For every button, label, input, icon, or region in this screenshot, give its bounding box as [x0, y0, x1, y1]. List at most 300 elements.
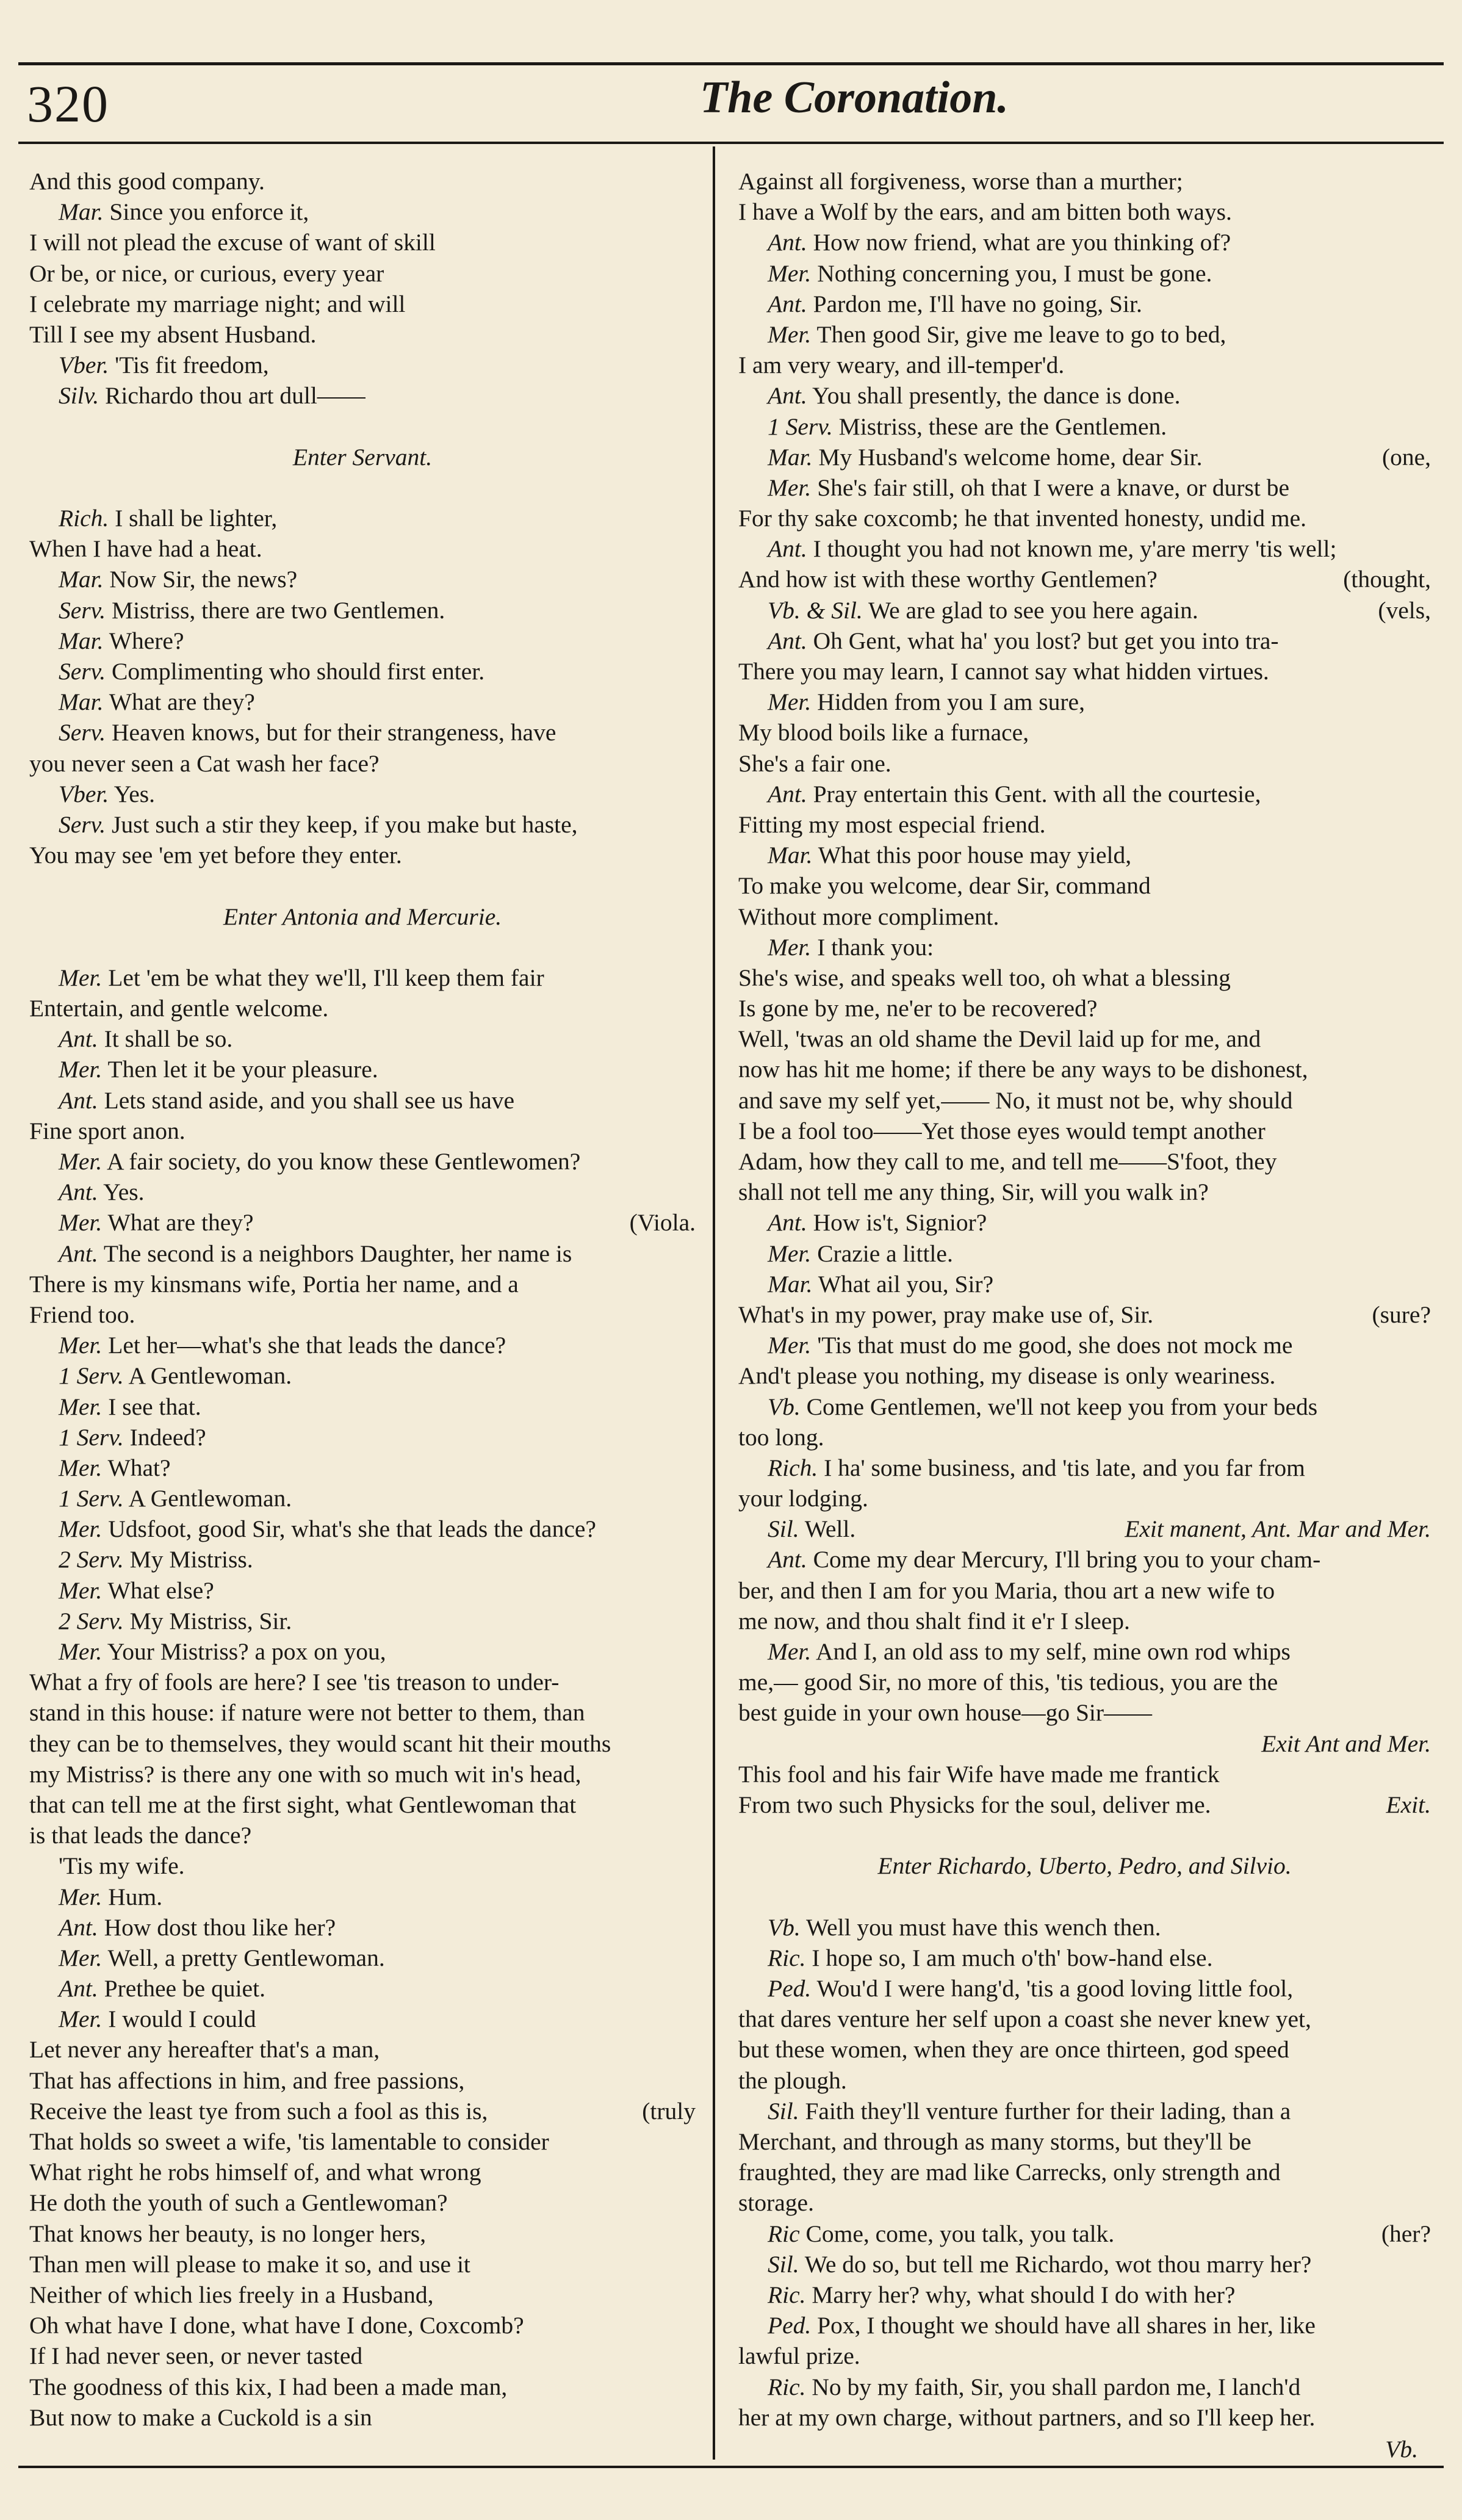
text-line	[29, 1177, 696, 1207]
line-text: but these women, when they are once thirteen, god speed	[738, 2036, 1289, 2063]
line-text: Wou'd I were hang'd, 'tis a good loving little fool,	[816, 1975, 1294, 2002]
text-line	[29, 2249, 696, 2280]
top-rule	[18, 62, 1444, 65]
text-line	[29, 1116, 696, 1146]
line-text: Faith they'll venture further for their lading, than a	[805, 2097, 1291, 2125]
text-line	[738, 319, 1431, 350]
margin-note: (thought,	[1343, 566, 1431, 593]
line-text: My blood boils like a furnace,	[738, 719, 1029, 746]
text-line	[29, 258, 696, 289]
line-text: I will not plead the excuse of want of skill	[29, 229, 436, 256]
line-text: Is gone by me, ne'er to be recovered?	[738, 995, 1098, 1022]
line-text: I thank you:	[817, 933, 934, 961]
left-column	[29, 166, 696, 2433]
speaker-name: Ant.	[59, 1025, 98, 1053]
line-text: Come, come, you talk, you talk.	[805, 2220, 1115, 2247]
text-line	[738, 2402, 1431, 2433]
line-text: That has affections in him, and free passions,	[29, 2067, 465, 2094]
text-line	[738, 442, 1431, 472]
text-line	[29, 1299, 696, 1330]
text-line	[738, 503, 1431, 533]
line-text: What a fry of fools are here? I see 'tis treason to under-	[29, 1669, 560, 1696]
text-line	[29, 1207, 696, 1238]
line-text: that can tell me at the first sight, what Gentlewoman that	[29, 1791, 577, 1818]
line-text: What ail you, Sir?	[818, 1270, 994, 1298]
text-line	[29, 626, 696, 656]
line-text: Well, 'twas an old shame the Devil laid up for me, and	[738, 1025, 1261, 1053]
text-line	[29, 687, 696, 717]
speaker-name: Mer.	[59, 1883, 103, 1910]
speaker-name: Ant.	[59, 1179, 98, 1206]
text-line	[29, 227, 696, 258]
speaker-name: Mer.	[768, 320, 812, 348]
speaker-name: 1 Serv.	[59, 1423, 124, 1451]
text-line	[29, 1789, 696, 1820]
line-text: her at my own charge, without partners, and so I'll keep her.	[738, 2403, 1316, 2431]
speaker-name: Mar.	[59, 566, 104, 593]
margin-note: (one,	[1381, 443, 1431, 471]
text-line	[738, 227, 1431, 258]
line-text: I shall be lighter,	[115, 505, 278, 532]
text-line	[29, 2034, 696, 2065]
speaker-name: Ant.	[59, 1913, 98, 1941]
text-line	[738, 1636, 1431, 1667]
speaker-name: Ant.	[768, 1209, 807, 1237]
text-line	[738, 1054, 1431, 1085]
text-line	[29, 595, 696, 626]
line-text: 'Tis that must do me good, she does not mock me	[817, 1332, 1293, 1359]
text-line	[738, 1943, 1431, 1973]
text-line	[738, 2004, 1431, 2034]
line-text: We do so, but tell me Richardo, wot thou marry her?	[804, 2250, 1312, 2278]
text-line	[738, 993, 1431, 1024]
blank-line	[738, 1820, 1431, 1850]
line-text: I am very weary, and ill-temper'd.	[738, 352, 1065, 379]
text-line	[738, 1912, 1431, 1943]
speaker-name: Ric.	[768, 2373, 806, 2400]
line-text: Let 'em be what they we'll, I'll keep them fair	[108, 964, 544, 991]
line-text: Mistriss, there are two Gentlemen.	[112, 596, 445, 624]
text-line	[738, 687, 1431, 717]
line-text: You may see 'em yet before they enter.	[29, 842, 402, 869]
text-line	[738, 1146, 1431, 1177]
speaker-name: Mar.	[768, 842, 813, 869]
text-line	[738, 2341, 1431, 2371]
line-text: This fool and his fair Wife have made me frantick	[738, 1760, 1220, 1788]
line-text: A Gentlewoman.	[128, 1362, 292, 1390]
text-line	[29, 1912, 696, 1943]
text-line	[29, 1943, 696, 1973]
line-text: Let her—what's she that leads the dance?	[108, 1332, 506, 1359]
text-line	[29, 2219, 696, 2249]
line-text: For thy sake coxcomb; he that invented honesty, undid me.	[738, 505, 1306, 532]
line-text: I be a fool too——Yet those eyes would tempt another	[738, 1117, 1266, 1144]
speaker-name: Rich.	[768, 1454, 818, 1481]
line-text: What's in my power, pray make use of, Sir.	[738, 1301, 1154, 1328]
blank-line	[738, 1882, 1431, 1912]
text-line	[738, 380, 1431, 411]
speaker-name: Sil.	[768, 2250, 799, 2278]
line-text: storage.	[738, 2189, 814, 2217]
text-line	[29, 1882, 696, 1912]
speaker-name: Serv.	[59, 658, 106, 685]
text-line	[29, 2310, 696, 2341]
speaker-name: Mar.	[768, 443, 813, 471]
text-line	[738, 2065, 1431, 2096]
line-text: Friend too.	[29, 1301, 135, 1328]
line-text: How is't, Signior?	[813, 1209, 987, 1237]
line-text: Pray entertain this Gent. with all the courtesie,	[813, 780, 1261, 807]
text-line	[738, 1116, 1431, 1146]
text-line	[738, 748, 1431, 779]
line-text: Now Sir, the news?	[109, 566, 298, 593]
line-text: Well, a pretty Gentlewoman.	[107, 1944, 385, 1971]
line-text: lawful prize.	[738, 2342, 860, 2370]
speaker-name: 2 Serv.	[59, 1546, 124, 1573]
speaker-name: Serv.	[59, 596, 106, 624]
line-text: My Mistriss.	[129, 1546, 253, 1573]
text-line	[29, 1850, 696, 1881]
speaker-name: 2 Serv.	[59, 1607, 124, 1634]
line-text: best guide in your own house—go Sir——	[738, 1699, 1153, 1727]
line-text: me now, and thou shalt find it e'r I sleep.	[738, 1607, 1130, 1634]
line-text: Than men will please to make it so, and use it	[29, 2250, 470, 2278]
text-line	[738, 1789, 1431, 1820]
text-line	[738, 166, 1431, 197]
speaker-name: Ant.	[768, 382, 807, 410]
speaker-name: Ped.	[768, 2312, 812, 2339]
text-line	[738, 626, 1431, 656]
line-text: Adam, how they call to me, and tell me——S'foot, they	[738, 1148, 1277, 1175]
line-text: And how ist with these worthy Gentlemen?	[738, 566, 1158, 593]
text-line	[738, 1330, 1431, 1360]
line-text: I have a Wolf by the ears, and am bitten both ways.	[738, 198, 1232, 226]
line-text: Merchant, and through as many storms, but they'll be	[738, 2128, 1251, 2155]
speaker-name: Ped.	[768, 1975, 812, 2002]
speaker-name: Mer.	[59, 1515, 103, 1543]
speaker-name: Ant.	[59, 1086, 98, 1114]
text-line	[738, 564, 1431, 594]
speaker-name: Mer.	[59, 1944, 103, 1971]
text-line	[738, 1544, 1431, 1575]
speaker-name: Ant.	[59, 1240, 98, 1267]
speaker-name: Ant.	[768, 1546, 807, 1573]
text-line	[29, 1422, 696, 1453]
line-text: Yes.	[113, 780, 156, 807]
line-text: Well.	[804, 1515, 856, 1543]
text-line	[29, 1606, 696, 1636]
speaker-name: Mar.	[59, 688, 104, 716]
text-line	[29, 2096, 696, 2126]
text-line	[29, 1054, 696, 1085]
line-text: I celebrate my marriage night; and will	[29, 290, 406, 317]
text-line	[29, 1392, 696, 1422]
text-line	[738, 809, 1431, 840]
speaker-name: Mer.	[59, 1332, 103, 1359]
blank-line	[29, 870, 696, 901]
line-text: What are they?	[107, 1209, 254, 1237]
line-text: Oh what have I done, what have I done, Coxcomb?	[29, 2312, 524, 2339]
line-text: You shall presently, the dance is done.	[812, 382, 1181, 410]
text-line	[738, 2249, 1431, 2280]
line-text: Against all forgiveness, worse than a murther;	[738, 168, 1183, 195]
line-text: A Gentlewoman.	[128, 1485, 292, 1512]
line-text: What?	[107, 1454, 171, 1481]
text-line	[29, 2372, 696, 2402]
line-text: And this good company.	[29, 168, 265, 195]
text-line	[738, 1759, 1431, 1789]
line-text: Let never any hereafter that's a man,	[29, 2036, 380, 2063]
line-text: How dost thou like her?	[104, 1913, 336, 1941]
line-text: I would I could	[108, 2006, 256, 2033]
text-line	[29, 197, 696, 227]
text-line	[29, 1269, 696, 1299]
line-text: Come Gentlemen, we'll not keep you from your beds	[806, 1393, 1318, 1420]
stage-direction	[29, 901, 696, 932]
text-line	[29, 1575, 696, 1606]
text-line	[738, 533, 1431, 564]
line-text: Mistriss, these are the Gentlemen.	[838, 413, 1167, 440]
text-line	[738, 779, 1431, 809]
line-text: ber, and then I am for you Maria, thou art a new wife to	[738, 1576, 1275, 1604]
text-line	[738, 350, 1431, 380]
margin-note: (truly	[642, 2097, 696, 2125]
line-text: your lodging.	[738, 1485, 868, 1512]
text-line	[738, 1483, 1431, 1514]
text-line	[738, 962, 1431, 993]
line-text: Fine sport anon.	[29, 1117, 185, 1144]
text-line	[738, 1667, 1431, 1697]
line-text: Pardon me, I'll have no going, Sir.	[813, 290, 1142, 317]
line-text: What right he robs himself of, and what wrong	[29, 2159, 481, 2186]
line-text: She's wise, and speaks well too, oh what a blessing	[738, 964, 1231, 991]
speaker-name: Mer.	[59, 964, 103, 991]
line-text: She's a fair one.	[738, 749, 891, 777]
margin-note: (vels,	[1378, 596, 1431, 624]
margin-note: (sure?	[1372, 1301, 1431, 1328]
line-text: Heaven knows, but for their strangeness, have	[112, 719, 556, 746]
line-text: Come my dear Mercury, I'll bring you to your cham-	[813, 1546, 1321, 1573]
line-text: Hidden from you I am sure,	[817, 688, 1085, 716]
speaker-name: Vber.	[59, 352, 109, 379]
text-line	[738, 1360, 1431, 1391]
blank-line	[29, 932, 696, 962]
line-text: From two such Physicks for the soul, deliver me.	[738, 1791, 1211, 1818]
speaker-name: Mer.	[768, 259, 812, 287]
line-text: Entertain, and gentle welcome.	[29, 995, 329, 1022]
blank-line	[29, 411, 696, 442]
text-line	[29, 717, 696, 748]
speaker-name: Mer.	[768, 1240, 812, 1267]
speaker-name: Mer.	[59, 1209, 103, 1237]
speaker-name: Mer.	[768, 1638, 812, 1665]
text-line	[29, 809, 696, 840]
speaker-name: Serv.	[59, 811, 106, 838]
line-text: that dares venture her self upon a coast she never knew yet,	[738, 2006, 1311, 2033]
text-line	[29, 2126, 696, 2157]
text-line	[738, 1606, 1431, 1636]
running-title: The Coronation.	[700, 73, 1009, 123]
speaker-name: Mer.	[768, 1332, 812, 1359]
speaker-name: Ant.	[768, 627, 807, 654]
text-line	[29, 2402, 696, 2433]
text-line	[29, 1238, 696, 1269]
text-line	[738, 1177, 1431, 1207]
line-text: There is my kinsmans wife, Portia her name, and a	[29, 1270, 519, 1298]
text-line	[738, 1514, 1431, 1544]
line-text: She's fair still, oh that I were a knave, or durst be	[817, 474, 1290, 501]
line-text: If I had never seen, or never tasted	[29, 2342, 363, 2370]
text-line	[29, 656, 696, 687]
text-line	[738, 1697, 1431, 1728]
line-text: Pox, I thought we should have all shares in her, like	[817, 2312, 1316, 2339]
line-text: Richardo thou art dull——	[105, 382, 366, 410]
text-line	[738, 1422, 1431, 1453]
line-text: you never seen a Cat wash her face?	[29, 749, 380, 777]
text-line	[29, 2157, 696, 2187]
text-line	[738, 901, 1431, 932]
text-line	[29, 1544, 696, 1575]
line-text: To make you welcome, dear Sir, command	[738, 872, 1151, 900]
line-text: Or be, or nice, or curious, every year	[29, 259, 384, 287]
text-line	[29, 1146, 696, 1177]
line-text: 'Tis my wife.	[59, 1852, 185, 1880]
margin-note: Exit.	[1386, 1791, 1431, 1818]
speaker-name: Ant.	[768, 229, 807, 256]
line-text: And I, an old ass to my self, mine own rod whips	[816, 1638, 1291, 1665]
line-text: the plough.	[738, 2067, 847, 2094]
text-line	[738, 932, 1431, 962]
speaker-name: Mer.	[59, 1393, 103, 1420]
text-line	[29, 962, 696, 993]
margin-note: Exit manent, Ant. Mar and Mer.	[1125, 1515, 1431, 1543]
text-line	[29, 2280, 696, 2310]
line-text: Where?	[109, 627, 184, 654]
line-text: Udsfoot, good Sir, what's she that leads the dance?	[108, 1515, 596, 1543]
line-text: The second is a neighbors Daughter, her name is	[103, 1240, 572, 1267]
text-line	[29, 289, 696, 319]
speaker-name: Mer.	[768, 688, 812, 716]
line-text: Enter Richardo, Uberto, Pedro, and Silvio.	[877, 1852, 1292, 1880]
line-text: Enter Antonia and Mercurie.	[223, 903, 502, 930]
speaker-name: Ant.	[768, 780, 807, 807]
line-text: my Mistriss? is there any one with so much wit in's head,	[29, 1760, 582, 1788]
line-text: Crazie a little.	[817, 1240, 953, 1267]
text-line	[29, 1820, 696, 1850]
speaker-name: Vb. & Sil.	[768, 596, 863, 624]
text-line	[738, 1207, 1431, 1238]
speaker-name: Mer.	[768, 933, 812, 961]
text-line	[738, 1238, 1431, 1269]
speaker-name: Vb.	[768, 1393, 801, 1420]
text-line	[29, 1330, 696, 1360]
text-line	[738, 1085, 1431, 1116]
text-line	[29, 1697, 696, 1728]
line-text: now has hit me home; if there be any ways to be dishonest,	[738, 1056, 1308, 1083]
text-line	[29, 2065, 696, 2096]
line-text: How now friend, what are you thinking of?	[813, 229, 1231, 256]
line-text: they can be to themselves, they would scant hit their mouths	[29, 1730, 611, 1757]
speaker-name: Mer.	[59, 2006, 103, 2033]
line-text: That holds so sweet a wife, 'tis lamentable to consider	[29, 2128, 549, 2155]
line-text: The goodness of this kix, I had been a made man,	[29, 2373, 508, 2400]
text-line	[29, 1483, 696, 1514]
line-text: But now to make a Cuckold is a sin	[29, 2403, 372, 2431]
speaker-name: Mar.	[768, 1270, 813, 1298]
text-line	[738, 1299, 1431, 1330]
text-line	[738, 656, 1431, 687]
text-line	[29, 1085, 696, 1116]
speaker-name: Vber.	[59, 780, 109, 807]
text-line	[29, 993, 696, 1024]
margin-note: Exit Ant and Mer.	[1261, 1730, 1431, 1757]
line-text: A fair society, do you know these Gentlewomen?	[107, 1148, 581, 1175]
line-text: Well you must have this wench then.	[805, 1913, 1161, 1941]
text-line	[29, 1973, 696, 2004]
text-line	[738, 1973, 1431, 2004]
speaker-name: Ric.	[768, 1944, 806, 1971]
text-line	[29, 1360, 696, 1391]
speaker-name: 1 Serv.	[768, 413, 833, 440]
column-divider	[713, 146, 715, 2460]
line-text: fraughted, they are mad like Carrecks, only strength and	[738, 2159, 1281, 2186]
speaker-name: Sil.	[768, 2097, 799, 2125]
text-line	[29, 350, 696, 380]
blank-line	[29, 472, 696, 503]
speaker-name: Mer.	[59, 1148, 103, 1175]
line-text: Hum.	[108, 1883, 163, 1910]
line-text: Since you enforce it,	[109, 198, 309, 226]
text-line	[29, 319, 696, 350]
text-line	[738, 1728, 1431, 1759]
line-text: Enter Servant.	[292, 443, 433, 471]
text-line	[738, 197, 1431, 227]
line-text: Yes.	[103, 1179, 145, 1206]
line-text: Neither of which lies freely in a Husband,	[29, 2281, 434, 2308]
line-text: What are they?	[109, 688, 255, 716]
line-text: Then let it be your pleasure.	[107, 1056, 378, 1083]
text-line	[738, 2157, 1431, 2187]
line-text: There you may learn, I cannot say what hidden virtues.	[738, 658, 1269, 685]
line-text: What this poor house may yield,	[818, 842, 1132, 869]
text-line	[738, 2187, 1431, 2218]
line-text: He doth the youth of such a Gentlewoman?	[29, 2189, 448, 2217]
text-line	[29, 533, 696, 564]
bottom-rule	[18, 2466, 1444, 2468]
text-line	[29, 2341, 696, 2371]
speaker-name: Mer.	[59, 1056, 103, 1083]
speaker-name: Ant.	[59, 1975, 98, 2002]
speaker-name: Silv.	[59, 382, 99, 410]
line-text: Till I see my absent Husband.	[29, 320, 317, 348]
speaker-name: 1 Serv.	[59, 1362, 124, 1390]
speaker-name: Ric.	[768, 2281, 806, 2308]
header-rule	[18, 142, 1444, 144]
line-text: is that leads the dance?	[29, 1822, 252, 1849]
text-line	[29, 748, 696, 779]
text-line	[738, 1575, 1431, 1606]
text-line	[29, 564, 696, 594]
line-text: And't please you nothing, my disease is only weariness.	[738, 1362, 1276, 1390]
text-line	[29, 1759, 696, 1789]
catchword: Vb.	[1385, 2436, 1418, 2463]
line-text: 'Tis fit freedom,	[115, 352, 269, 379]
text-line	[738, 870, 1431, 901]
speaker-name: Mar.	[59, 627, 104, 654]
line-text: Prethee be quiet.	[104, 1975, 265, 2002]
line-text: Nothing concerning you, I must be gone.	[817, 259, 1212, 287]
text-line	[29, 1024, 696, 1054]
